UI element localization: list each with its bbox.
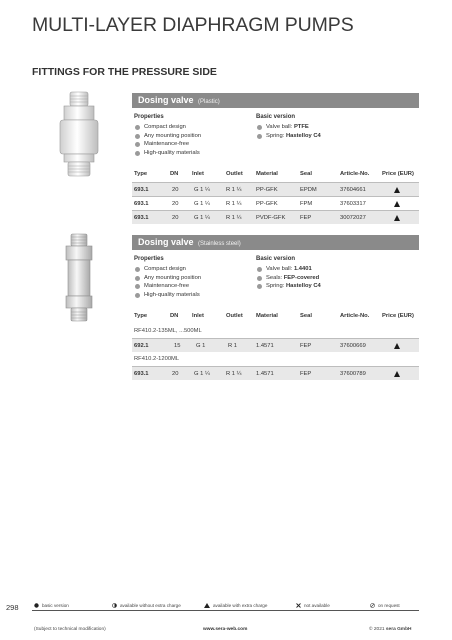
bullet-icon bbox=[135, 276, 140, 281]
steel-valve-header bbox=[132, 235, 419, 250]
bullet-icon bbox=[257, 267, 262, 272]
legend-basic: basic version bbox=[34, 603, 69, 608]
plastic-valve-subtitle: (Plastic) bbox=[198, 99, 220, 105]
properties-heading: Properties bbox=[134, 256, 164, 262]
bullet-icon bbox=[257, 284, 262, 289]
footer-website-link[interactable]: www.sera-web.com bbox=[203, 627, 248, 632]
bullet-icon bbox=[135, 267, 140, 272]
property-item: Compact design bbox=[134, 124, 201, 130]
triangle-icon bbox=[394, 215, 400, 221]
half-circle-icon bbox=[112, 603, 117, 608]
legend-on-request: on request bbox=[370, 603, 400, 608]
footer-rule bbox=[32, 610, 419, 611]
table-row: 693.1 20 G 1 ¼ R 1 ¼ PVDF-GFK FEP 30072027 bbox=[132, 210, 419, 224]
triangle-icon bbox=[394, 343, 400, 349]
basic-item: Seals: FEP-covered bbox=[256, 275, 321, 281]
bullet-icon bbox=[135, 142, 140, 147]
table-row: 693.1 20 G 1 ¼ R 1 ¼ PP-GFK EPDM 37604661 bbox=[132, 182, 419, 196]
steel-properties bbox=[134, 256, 201, 300]
property-item: Maintenance-free bbox=[134, 141, 201, 147]
legend-not-available: not available bbox=[296, 603, 330, 608]
plastic-valve-block bbox=[132, 93, 419, 224]
table-row: 692.1 15 G 1 R 1 1.4571 FEP 37600669 bbox=[132, 338, 419, 352]
steel-valve-block bbox=[132, 235, 419, 380]
page-title: MULTI-LAYER DIAPHRAGM PUMPS bbox=[32, 14, 354, 36]
steel-valve-title: Dosing valve bbox=[138, 237, 194, 247]
bullet-icon bbox=[135, 151, 140, 156]
table-row: 693.1 20 G 1 ¼ R 1 ¼ 1.4571 FEP 37600789 bbox=[132, 366, 419, 380]
table-row: 693.1 20 G 1 ¼ R 1 ¼ PP-GFK FPM 37603317 bbox=[132, 196, 419, 210]
basic-item: Spring: Hastelloy C4 bbox=[256, 133, 321, 139]
plastic-valve-header bbox=[132, 93, 419, 108]
cross-icon bbox=[296, 603, 301, 608]
section-title: FITTINGS FOR THE PRESSURE SIDE bbox=[32, 66, 217, 78]
triangle-icon bbox=[394, 371, 400, 377]
legend-extra-charge: available with extra charge bbox=[204, 603, 267, 608]
property-item: Maintenance-free bbox=[134, 283, 201, 289]
property-item: Any mounting position bbox=[134, 275, 201, 281]
table-group-note: RF410.2-1200ML bbox=[134, 356, 180, 362]
basic-item: Spring: Hastelloy C4 bbox=[256, 283, 321, 289]
steel-basic-version bbox=[256, 256, 321, 292]
bullet-icon bbox=[135, 134, 140, 139]
basic-version-heading: Basic version bbox=[256, 114, 296, 120]
property-item: High-quality materials bbox=[134, 150, 201, 156]
footer-copyright: © 2021 sera GmbH bbox=[369, 627, 412, 632]
bullet-icon bbox=[135, 284, 140, 289]
footer-disclaimer: (Subject to technical modification) bbox=[34, 627, 106, 632]
page-number: 298 bbox=[6, 603, 19, 612]
properties-heading: Properties bbox=[134, 114, 164, 120]
property-item: Compact design bbox=[134, 266, 201, 272]
plastic-basic-version bbox=[256, 114, 321, 141]
steel-table-header: Type DN Inlet Outlet Material Seal Article-No. Price (EUR) bbox=[134, 313, 414, 319]
bullet-icon bbox=[135, 293, 140, 298]
plastic-properties bbox=[134, 114, 201, 158]
plastic-valve-title: Dosing valve bbox=[138, 95, 194, 105]
bullet-icon bbox=[257, 276, 262, 281]
property-item: High-quality materials bbox=[134, 292, 201, 298]
steel-dosing-valve-image bbox=[52, 232, 106, 324]
bullet-icon bbox=[257, 125, 262, 130]
filled-circle-icon bbox=[34, 603, 39, 608]
triangle-icon bbox=[394, 201, 400, 207]
basic-item: Valve ball: 1.4401 bbox=[256, 266, 321, 272]
property-item: Any mounting position bbox=[134, 133, 201, 139]
steel-valve-subtitle: (Stainless steel) bbox=[198, 241, 241, 247]
table-group-note: RF410.2-135ML, ...500ML bbox=[134, 328, 202, 334]
plus-slash-icon bbox=[370, 603, 375, 608]
plastic-dosing-valve-image bbox=[48, 90, 110, 180]
basic-version-heading: Basic version bbox=[256, 256, 296, 262]
legend-no-charge: available without extra charge bbox=[112, 603, 181, 608]
triangle-icon bbox=[204, 603, 210, 608]
bullet-icon bbox=[257, 134, 262, 139]
plastic-table-header: Type DN Inlet Outlet Material Seal Article-No. Price (EUR) bbox=[134, 171, 414, 177]
bullet-icon bbox=[135, 125, 140, 130]
triangle-icon bbox=[394, 187, 400, 193]
basic-item: Valve ball: PTFE bbox=[256, 124, 321, 130]
